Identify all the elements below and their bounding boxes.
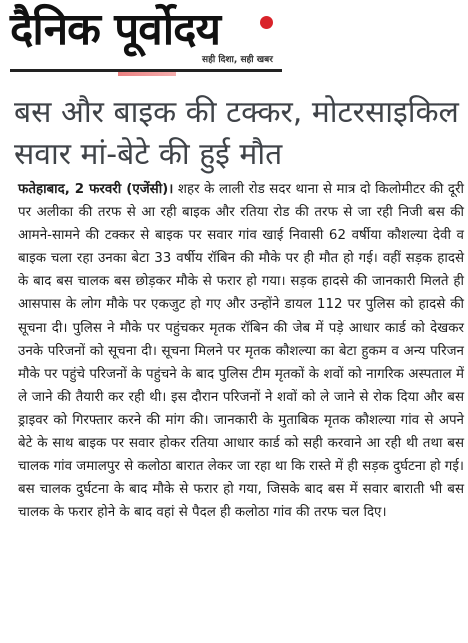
- masthead-red-dot-icon: [260, 16, 273, 29]
- masthead: [10, 2, 272, 68]
- newspaper-tagline: सही दिशा, सही खबर: [202, 55, 273, 65]
- article-body: [18, 178, 464, 524]
- newspaper-title: दैनिक पूर्वोदय: [10, 4, 221, 55]
- headline-line-1: बस और बाइक की टक्कर, मोटरसाइकिल: [14, 95, 459, 130]
- article-dateline: फतेहाबाद, 2 फरवरी (एजेंसी)।: [18, 182, 174, 197]
- masthead-sub-rule: [118, 72, 176, 76]
- article-body-text: शहर के लाली रोड सदर थाना से मात्र दो किलोमीटर की दूरी पर अलीका की तरफ से आ रही बाइक और रतिया रोड की तरफ से जा रही निजी बस की आमने-सामने की टक्कर से बाइक पर सवार गांव खाई निवासी 62 वर्षीया कौशल्या देवी व बाइक चला रहा उनका बेटा 33 वर्षीय रॉबिन की मौके पर ही मौत हो गई। वहीं सड़क हादसे के बाद बस चालक बस छोड़कर मौके से फरार हो गया। सड़क हादसे की जानकारी मिलते ही आसपास के लोग मौके पर एकजुट हो गए और उन्होंने डायल 112 पर पुलिस को हादसे की सूचना दी। पुलिस ने मौके पर पहुंचकर मृतक रॉबिन की जेब में पड़े आधार कार्ड को देखकर उनके परिजनों को सूचना दी। सूचना मिलने पर मृतक कौशल्या का बेटा हुकम व अन्य परिजन मौके पर पहुंचे परिजनों के पहुंचने के बाद पुलिस टीम मृतकों के शवों को नागरिक अस्पताल में ले जाने की तैयारी कर रही थी। इस दौरान परिजनों ने शवों को ले जाने से रोक दिया और बस ड्राइवर को गिरफ्तार करने की मांग की। जानकारी के मुताबिक मृतक कौशल्या गांव से अपने बेटे के साथ बाइक पर सवार होकर रतिया आधार कार्ड को सही करवाने आ रही थी तथा बस चालक गांव जमालपुर से कलोठा बारात लेकर जा रहा था कि रास्ते में ही सड़क दुर्घटना हो गई। बस चालक दुर्घटना के बाद मौके से फरार हो गया, जिसके बाद बस में सवार बाराती भी बस चालक के फरार होने के बाद वहां से पैदल ही कलोठा गांव की तरफ चल दिए।: [18, 182, 464, 521]
- headline-line-2: सवार मां-बेटे की हुई मौत: [14, 137, 283, 172]
- article-headline: [14, 92, 460, 176]
